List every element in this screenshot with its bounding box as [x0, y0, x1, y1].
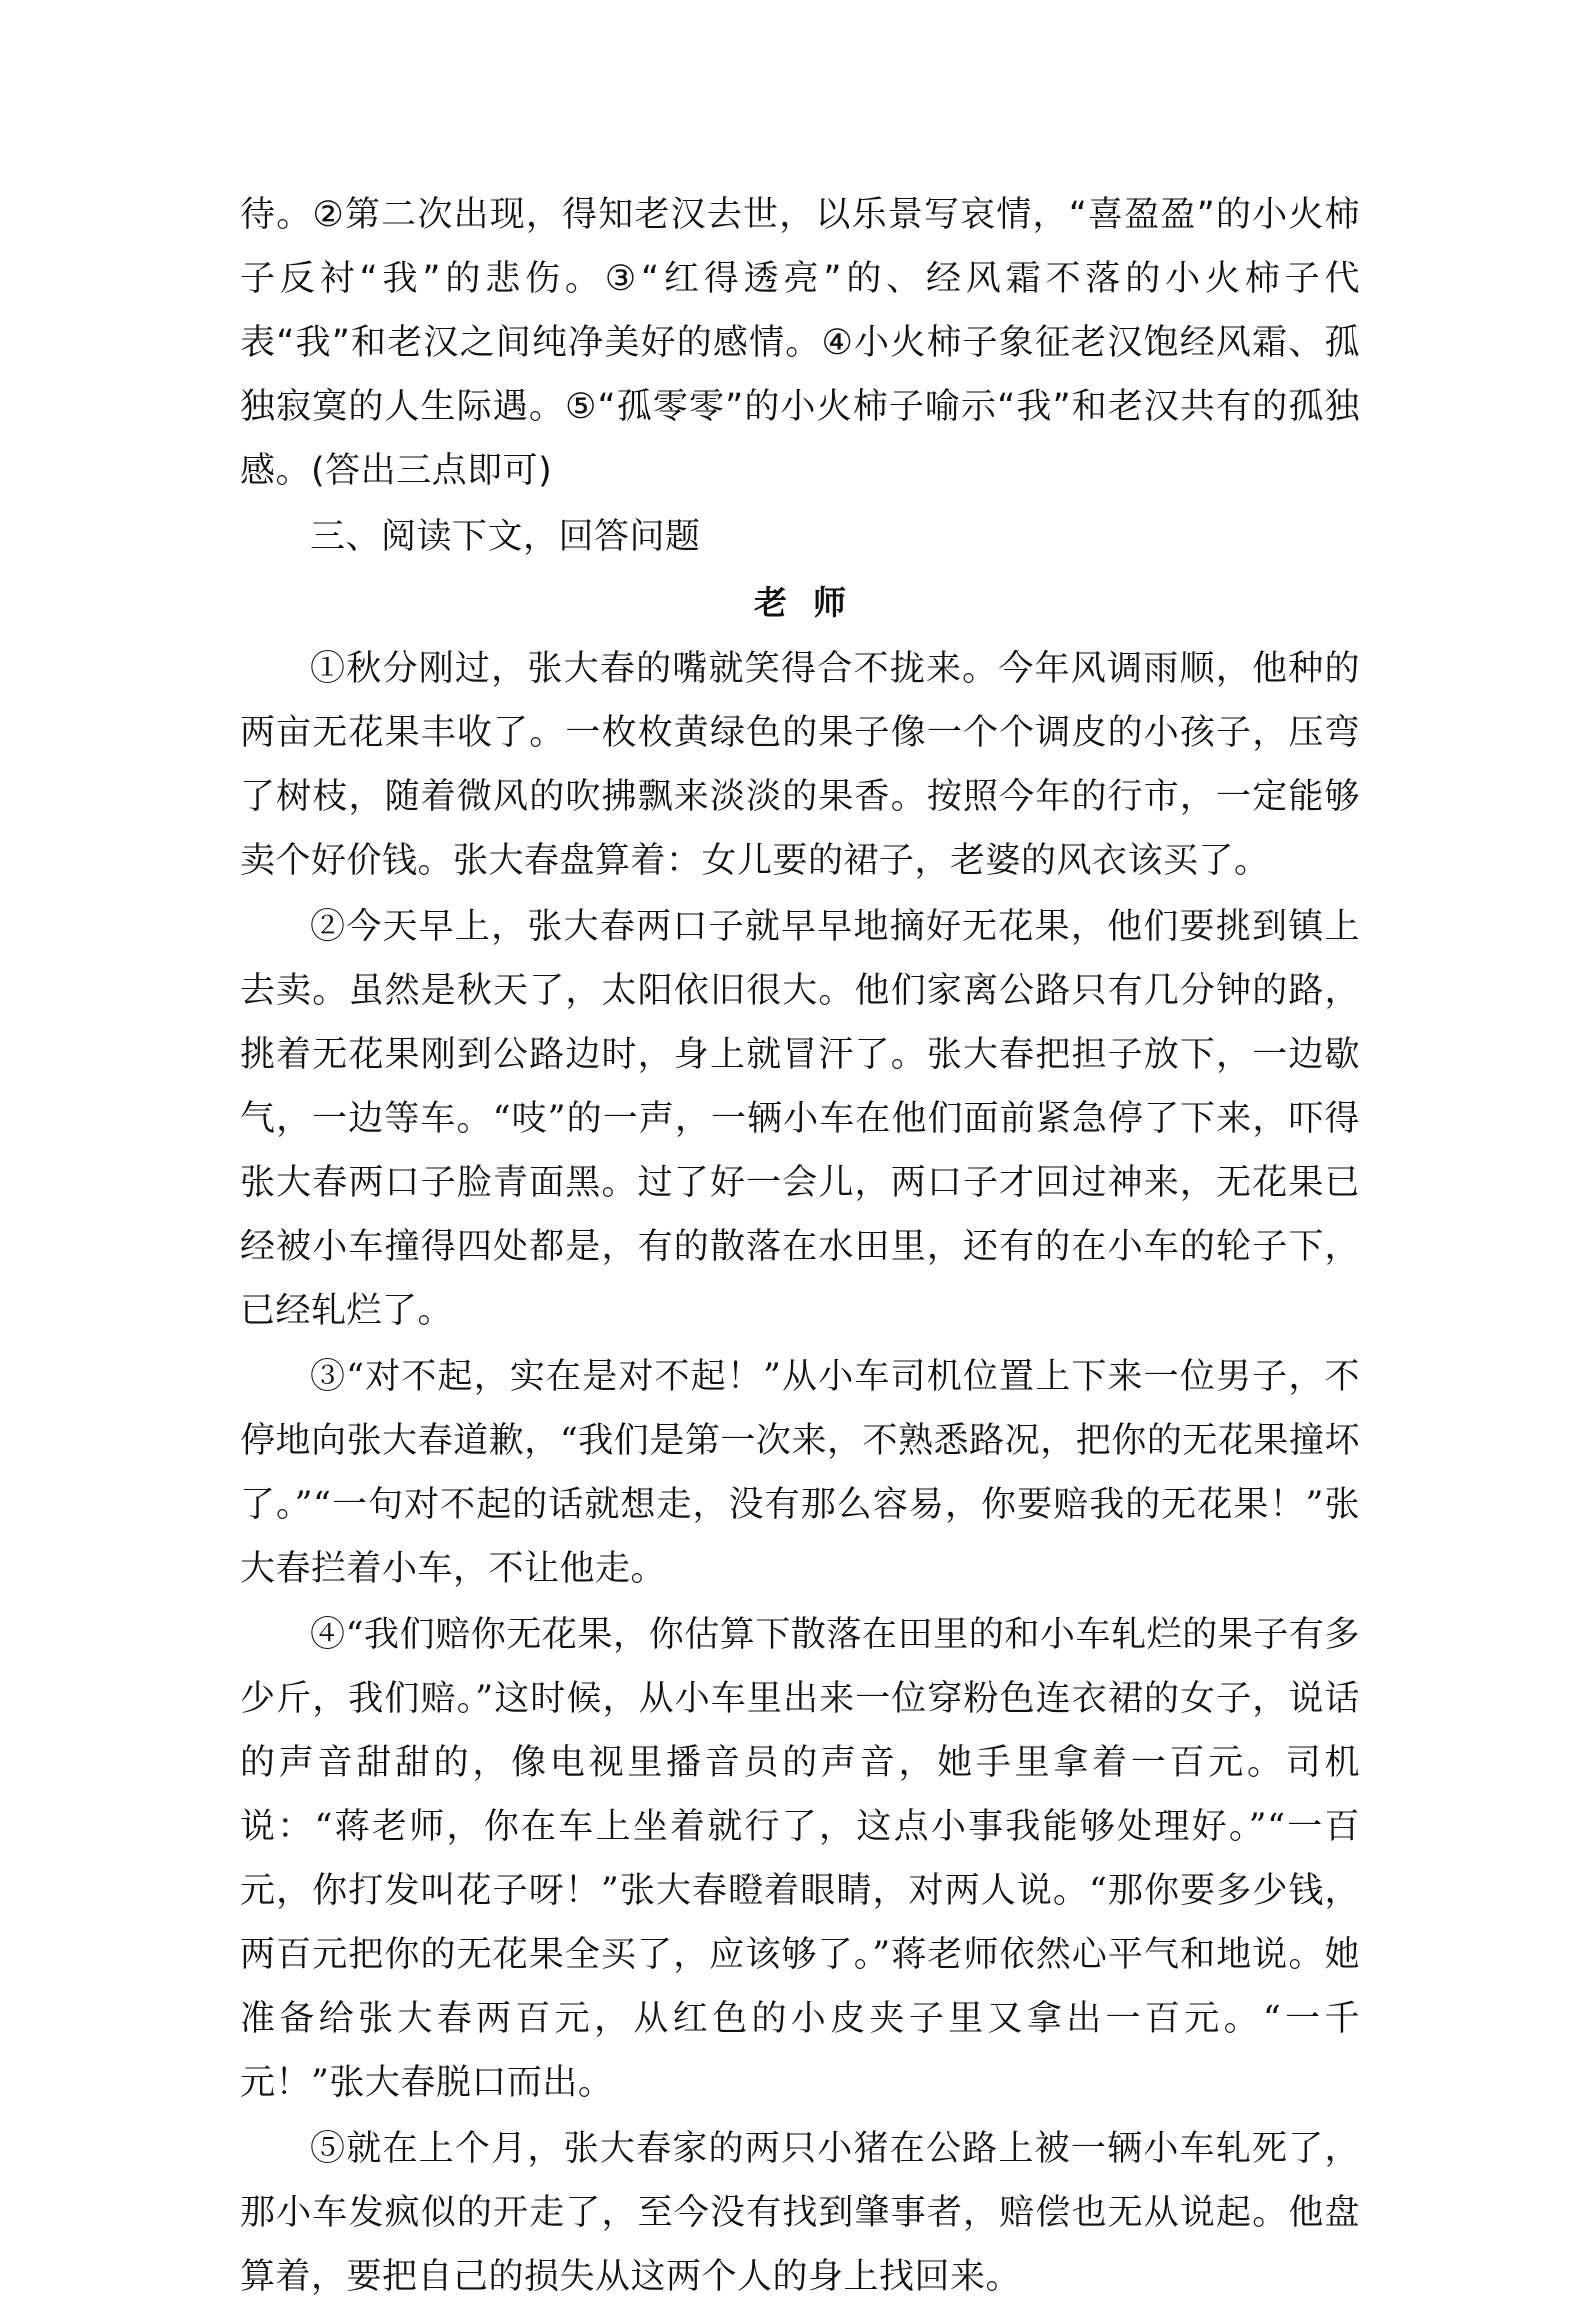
page-content [240, 183, 1360, 2309]
paragraph-5: ⑤就在上个月，张大春家的两只小猪在公路上被一辆小车轧死了，那小车发疯似的开走了，至今没有找到肇事者，赔偿也无从说起。他盘算着，要把自己的损失从这两个人的身上找回来。 [240, 2129, 1360, 2297]
section-heading: 三、阅读下文，回答问题 [310, 517, 701, 557]
paragraph-4: ④“我们赔你无花果，你估算下散落在田里的和小车轧烂的果子有多少斤，我们赔。”这时候，从小车里出来一位穿粉色连衣裙的女子，说话的声音甜甜的，像电视里播音员的声音，她手里拿着一百元。司机说：“蒋老师，你在车上坐着就行了，这点小事我能够处理好。”“一百元，你打发叫花子呀！”张大春瞪着眼睛，对两人说。“那你要多少钱，两百元把你的无花果全买了，应该够了。”蒋老师依然心平气和地说。她准备给张大春两百元，从红色的小皮夹子里又拿出一百元。“一千元！”张大春脱口而出。 [240, 1615, 1360, 2103]
previous-answer-text: 待。②第二次出现，得知老汉去世，以乐景写哀情，“喜盈盈”的小火柿子反衬“我”的悲伤。③“红得透亮”的、经风霜不落的小火柿子代表“我”和老汉之间纯净美好的感情。④小火柿子象征老汉饱经风霜、孤独寂寞的人生际遇。⑤“孤零零”的小火柿子喻示“我”和老汉共有的孤独感。(答出三点即可) [240, 195, 1360, 491]
paragraph-3: ③“对不起，实在是对不起！”从小车司机位置上下来一位男子，不停地向张大春道歉，“我们是第一次来，不熟悉路况，把你的无花果撞坏了。”“一句对不起的话就想走，没有那么容易，你要赔我的无花果！”张大春拦着小车，不让他走。 [240, 1357, 1360, 1589]
paragraph-2: ②今天早上，张大春两口子就早早地摘好无花果，他们要挑到镇上去卖。虽然是秋天了，太阳依旧很大。他们家离公路只有几分钟的路，挑着无花果刚到公路边时，身上就冒汗了。张大春把担子放下，一边歇气，一边等车。“吱”的一声，一辆小车在他们面前紧急停了下来，吓得张大春两口子脸青面黑。过了好一会儿，两口子才回过神来，无花果已经被小车撞得四处都是，有的散落在水田里，还有的在小车的轮子下，已经轧烂了。 [240, 907, 1360, 1331]
paragraph-1: ①秋分刚过，张大春的嘴就笑得合不拢来。今年风调雨顺，他种的两亩无花果丰收了。一枚枚黄绿色的果子像一个个调皮的小孩子，压弯了树枝，随着微风的吹拂飘来淡淡的果香。按照今年的行市，一定能够卖个好价钱。张大春盘算着：女儿要的裙子，老婆的风衣该买了。 [240, 649, 1360, 881]
article-title: 老师 [754, 583, 872, 622]
